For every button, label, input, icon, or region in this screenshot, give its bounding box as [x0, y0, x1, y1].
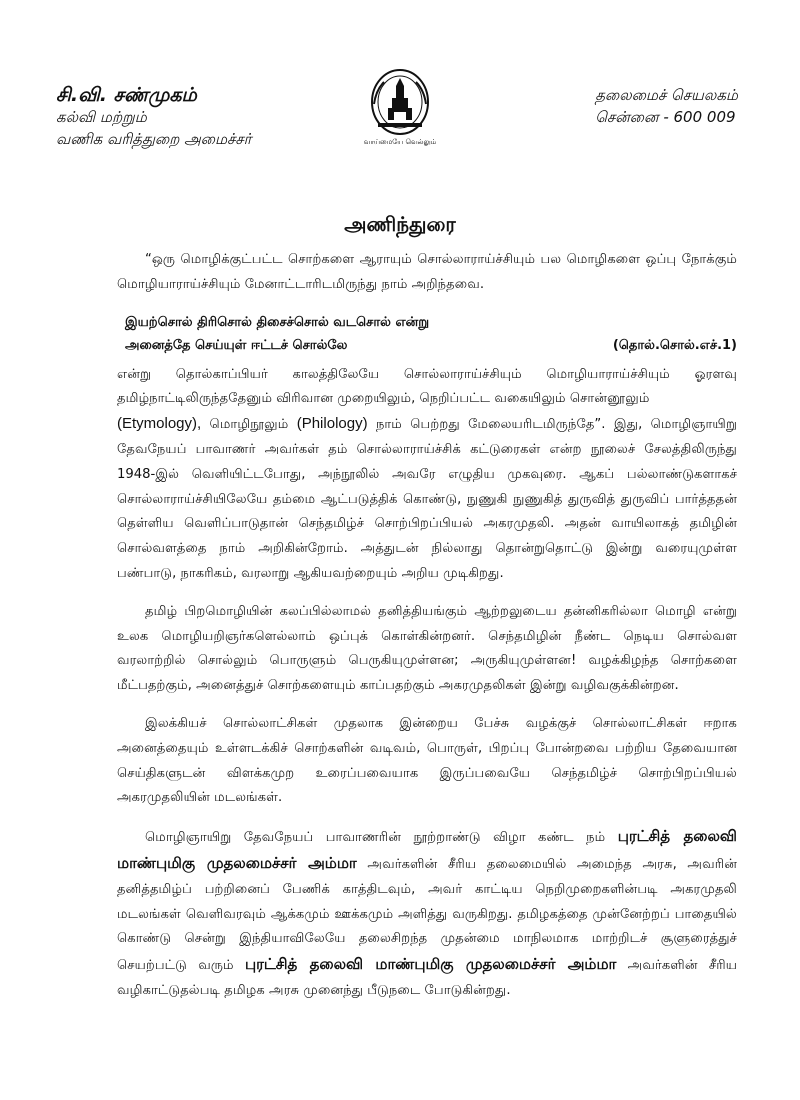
office-line1: தலைமைச் செயலகம்	[595, 86, 738, 104]
verse-quote	[117, 311, 737, 357]
verse-line-1: இயற்சொல் திரிசொல் திசைச்சொல் வடசொல் என்று	[125, 314, 430, 330]
paragraph-3: தமிழ் பிறமொழியின் கலப்பில்லாமல் தனித்தியங்கும் ஆற்றலுடைய தன்னிகரில்லா மொழி என்று உலக மொழியறிஞர்களெல்லாம் ஒப்புக் கொள்கின்றனர். செந்தமிழின் நீண்ட நெடிய சொல்வள வரலாற்றில் சொல்லும் பொருளும் பெருகியுமுள்ளன; அருகியுமுள்ளன! வழக்கிழந்த சொற்களை மீட்பதற்கும், அனைத்துச் சொற்களையும் காப்பதற்கும் அகரமுதலிகள் இன்று வழிவகுக்கின்றன.	[117, 603, 737, 694]
paragraph-4: இலக்கியச் சொல்லாட்சிகள் முதலாக இன்றைய பேச்சு வழக்குச் சொல்லாட்சிகள் ஈறாக அனைத்தையும் உள்ளடக்கிச் சொற்களின் வடிவம், பொருள், பிறப்பு போன்றவை பற்றிய தேவையான செய்திகளுடன் விளக்கமுற உரைப்பவையாக இருப்பவையே செந்தமிழ்ச் சொற்பிறப்பியல் அகரமுதலியின் மடலங்கள்.	[117, 715, 737, 806]
chief-minister-title-1: புரட்சித் தலைவி மாண்புமிகு முதலமைச்சர் அம்மா	[117, 827, 737, 872]
paragraph-2	[117, 363, 737, 587]
page-title: அணிந்துரை	[344, 212, 456, 236]
document-body	[117, 248, 737, 1004]
tamil-nadu-emblem-icon	[340, 68, 460, 150]
minister-role-line2: வணிக வரித்துறை அமைச்சர்	[56, 130, 252, 148]
paragraph-2-text-a: என்று தொல்காப்பியர் காலத்திலேயே சொல்லாராய்ச்சியும் மொழியாராய்ச்சியும் ஓரளவு தமிழ்நாட்டிலிருந்ததேனும் விரிவான முறையிலும், நெறிப்பட்ட வகையிலும் சொன்னூலும்	[117, 366, 737, 407]
minister-role-line1: கல்வி மற்றும்	[56, 108, 147, 126]
minister-name: சி.வி. சண்முகம்	[56, 84, 197, 106]
paragraph-2-text-c: நாம் பெற்றது மேலையரிடமிருந்தே”. இது, மொழிஞாயிறு தேவநேயப் பாவாணர் அவர்கள் தம் சொல்லாராய்ச்சிக் கட்டுரைகள் என்ற நூலைச் சேலத்திலிருந்து 1948-இல் வெளியிட்டபோது, அந்நூலில் அவரே எழுதிய முகவுரை. ஆகப் பல்லாண்டுகளாகச் சொல்லாராய்ச்சியிலேயே தம்மை ஆட்படுத்திக் கொண்டு, நுணுகி நுணுகித் துருவித் துருவிப் பார்த்ததன் தெள்ளிய வெளிப்பாடுதான் செந்தமிழ்ச் சொற்பிறப்பியல் அகரமுதலி. அதன் வாயிலாகத் தமிழின் சொல்வளத்தை நாம் அறிகின்றோம். அத்துடன் நில்லாது தொன்றுதொட்டு இன்று வரையுமுள்ள பண்பாடு, நாகரிகம், வரலாறு ஆகியவற்றையும் அறிய முடிகிறது.	[117, 417, 737, 581]
paragraph-2-text-b: மொழிநூலும்	[201, 417, 297, 433]
letterhead-right	[595, 84, 738, 128]
office-line2: சென்னை - 600 009	[595, 108, 736, 126]
emblem-motto: வாய்மையே வெல்லும்	[363, 138, 437, 146]
philology-term: (Philology)	[296, 415, 368, 433]
etymology-term: (Etymology),	[117, 415, 202, 433]
verse-reference: (தொல்.சொல்.எச்.1)	[612, 337, 737, 353]
paragraph-5-text-c: அவர்களின் சீரிய தலைமையில் அமைந்த அரசு, அவரின் தனித்தமிழ்ப் பற்றினைப் பேணிக் காத்திடவும், அவர் காட்டிய நெறிமுறைகளின்படி அகரமுதலி மடலங்கள் வெளிவரவும் ஆக்கமும் ஊக்கமும் அளித்து வருகிறது. தமிழகத்தை முன்னேற்றப் பாதையில் கொண்டு சென்று இந்தியாவிலேயே தலைசிறந்த முதன்மை மாநிலமாக மாற்றிடச் சூளுரைத்துச் செயற்பட்டு வரும்	[117, 856, 737, 974]
letterhead-left	[56, 84, 252, 150]
paragraph-5-text-a: மொழிஞாயிறு தேவநேயப் பாவாணரின் நூற்றாண்டு விழா கண்ட நம்	[145, 830, 618, 846]
paragraph-1: “ஒரு மொழிக்குட்பட்ட சொற்களை ஆராயும் சொல்லாராய்ச்சியும் பல மொழிகளை ஒப்பு நோக்கும் மொழியாராய்ச்சியும் மேனாட்டாரிடமிருந்து நாம் அறிந்தவை.	[117, 252, 737, 292]
verse-line-2: அனைத்தே செய்யுள் ஈட்டச் சொல்லே	[125, 337, 348, 353]
paragraph-5	[117, 824, 737, 1004]
chief-minister-title-2: புரட்சித் தலைவி மாண்புமிகு முதலமைச்சர் அம்மா	[244, 955, 617, 974]
paragraph-5-text-d: அவர்களின் சீரிய வழிகாட்டுதல்படி தமிழக அரசு முனைந்து பீடுநடை போடுகின்றது.	[117, 958, 737, 998]
